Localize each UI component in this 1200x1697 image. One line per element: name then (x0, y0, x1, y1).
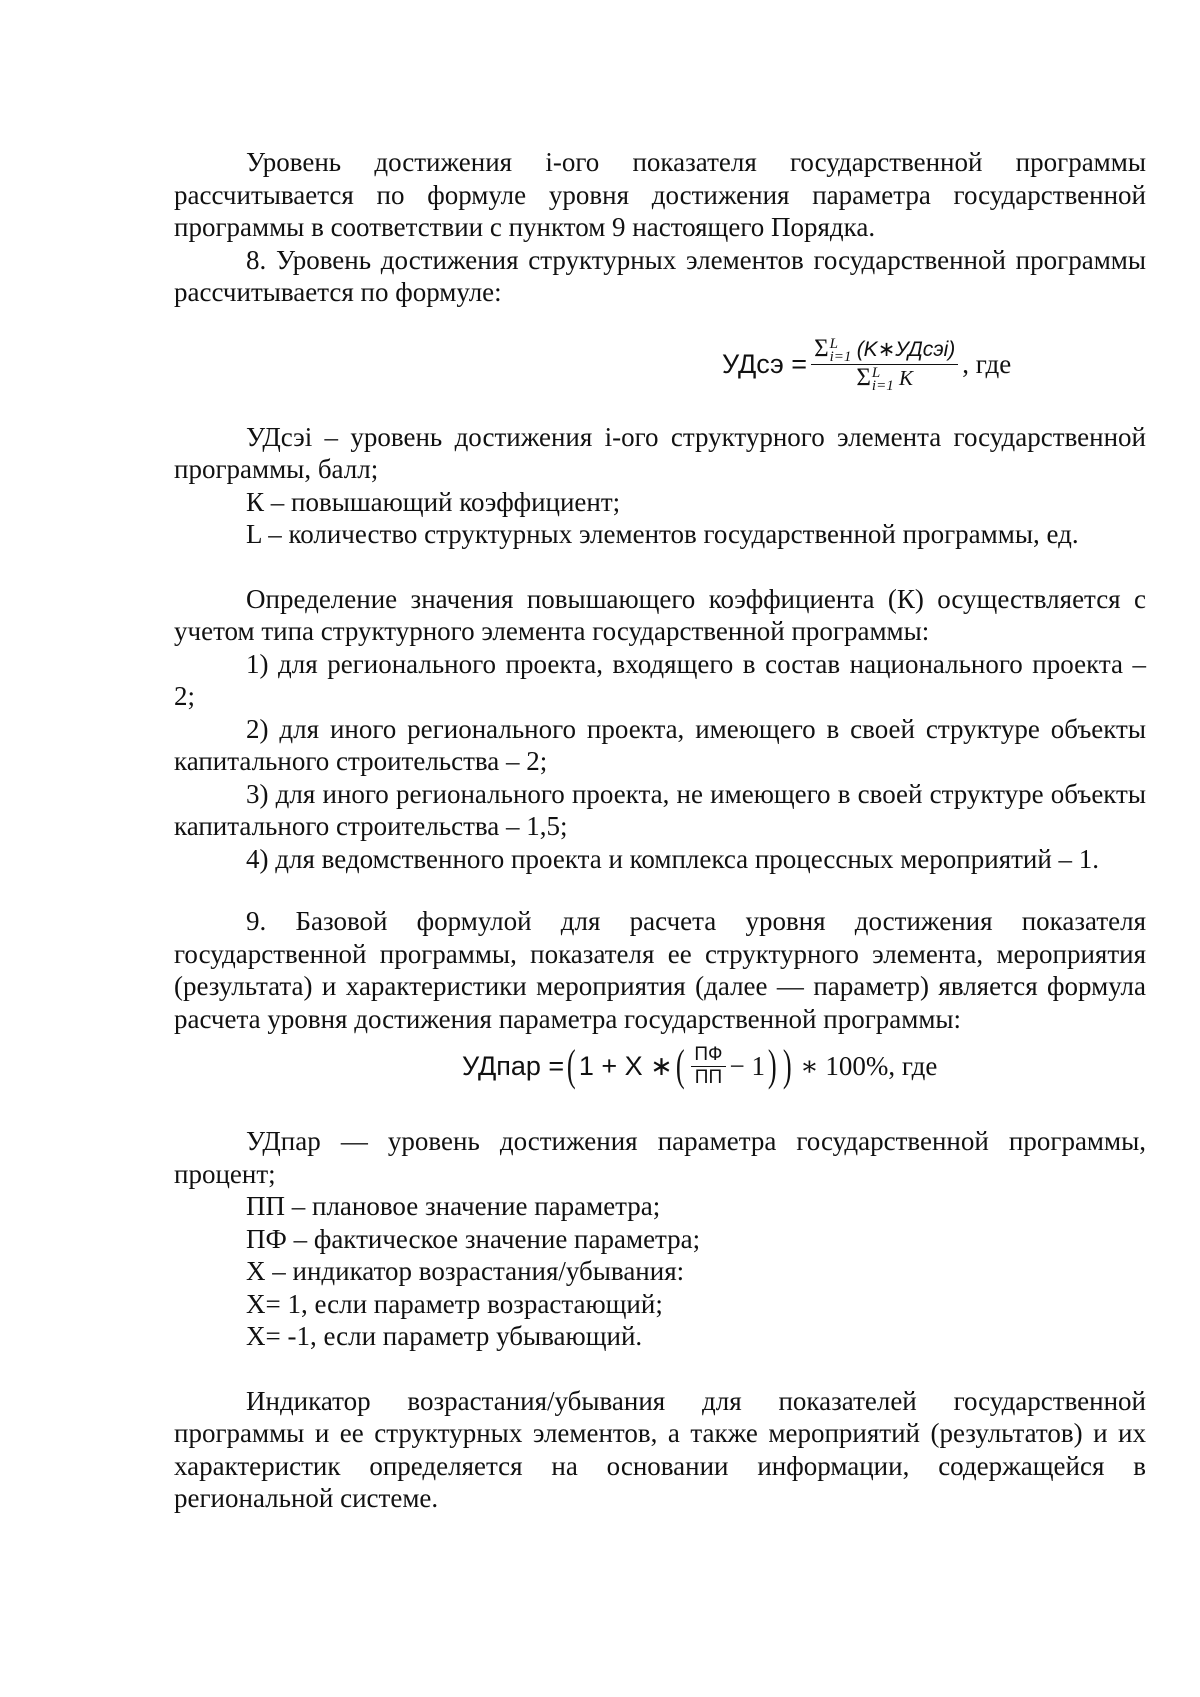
formula-fraction (691, 1044, 725, 1089)
paragraph: Х= 1, если параметр возрастающий; (246, 1288, 663, 1319)
formula-parameter-level (174, 1035, 1146, 1097)
right-paren-inner: ) (767, 1041, 777, 1090)
list-item: 2) для иного регионального проекта, имеющего в своей структуре объекты капитального строительства – 2; (174, 713, 1146, 776)
sum-symbol: Σ (814, 334, 829, 362)
paragraph-section-8: 8. Уровень достижения структурных элементов государственной программы рассчитывается по формуле: (174, 244, 1146, 307)
left-paren-inner: ( (675, 1041, 685, 1090)
formula-tail: , где (962, 349, 1012, 380)
formula-lhs: УДсэ = (722, 349, 808, 380)
paragraph: Х – индикатор возрастания/убывания: (246, 1256, 685, 1286)
formula-denominator: ПП (694, 1066, 723, 1088)
paragraph: К – повышающий коэффициент; (246, 486, 621, 517)
sum-lower: i=1 (871, 378, 894, 395)
sum-limits (830, 338, 852, 364)
formula-structural-elements (174, 309, 1146, 421)
right-paren: ) (782, 1041, 792, 1090)
formula-minus-one: − 1 (729, 1050, 765, 1081)
sum-upper: L (829, 336, 838, 352)
paragraph: Уровень достижения i-ого показателя государственной программы рассчитывается по формуле уровня достижения параметра государственной программы в соответствии с пунктом 9 настоящего Порядка. (174, 147, 1146, 242)
sum-upper: L (871, 365, 881, 382)
denominator-expression: K (898, 366, 913, 390)
document-body (174, 146, 1146, 1515)
paragraph: ПП – плановое значение параметра; (246, 1191, 661, 1221)
sum-symbol: Σ (856, 364, 871, 391)
paragraph: Индикатор возрастания/убывания для показателей государственной программы и ее структурных элементов, а также мероприятий (результатов) и их характеристик определяется на основании информации, содержащейся в региональной системе. (174, 1385, 1146, 1513)
list-item: 1) для регионального проекта, входящего в состав национального проекта – 2; (174, 648, 1146, 711)
list-item: 3) для иного регионального проекта, не имеющего в своей структуре объекты капитального строительства – 1,5; (174, 778, 1146, 841)
numerator-expression: (K∗УДсэi) (856, 337, 956, 361)
formula-numerator: ПФ (694, 1043, 723, 1065)
paragraph: УДпар — уровень достижения параметра государственной программы, процент; (174, 1126, 1146, 1189)
paragraph: УДсэi – уровень достижения i-ого структурного элемента государственной программы, балл; (174, 421, 1146, 484)
formula-numerator (811, 336, 958, 364)
paragraph-section-9: 9. Базовой формулой для расчета уровня достижения показателя государственной программы, показателя ее структурного элемента, мероприятия (результата) и характеристики мероприятия (далее — параметр) является формула расчета уровня достижения параметра государственной программы: (174, 906, 1146, 1034)
paragraph: Х= -1, если параметр убывающий. (246, 1321, 643, 1351)
formula-one-plus-x: 1 + Х ∗ (578, 1050, 673, 1081)
formula-fraction (811, 336, 958, 393)
sum-limits (872, 367, 894, 393)
formula-lhs: УДпар = (462, 1050, 565, 1081)
formula-denominator (853, 365, 916, 393)
paragraph: ПФ – фактическое значение параметра; (246, 1223, 701, 1254)
paragraph: L – количество структурных элементов государственной программы, ед. (246, 519, 1079, 549)
formula-tail: ∗ 100%, где (800, 1050, 938, 1081)
sum-lower: i=1 (829, 349, 852, 365)
paragraph: Определение значения повышающего коэффициента (К) осуществляется с учетом типа структурного элемента государственной программы: (174, 583, 1146, 646)
left-paren: ( (567, 1041, 576, 1090)
list-item: 4) для ведомственного проекта и комплекса процессных мероприятий – 1. (246, 843, 1100, 874)
